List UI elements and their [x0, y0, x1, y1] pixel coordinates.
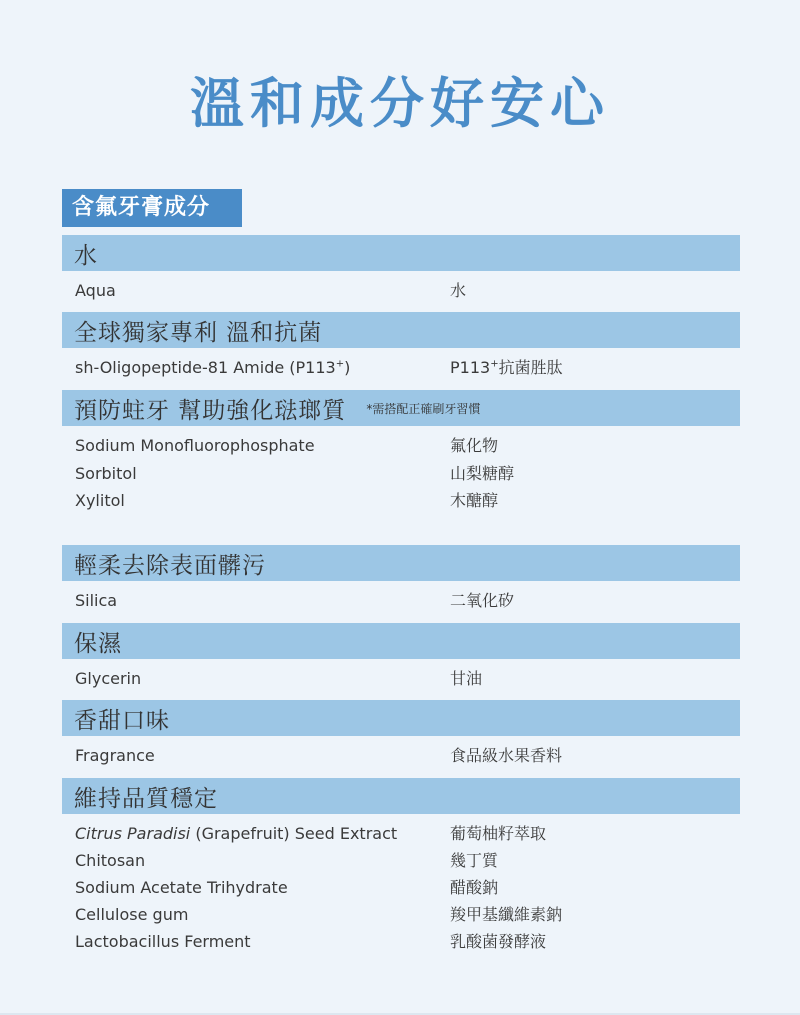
- category-band-cleaning: [62, 545, 740, 581]
- ingredient-en: Glycerin: [75, 669, 142, 688]
- ingredient-en: Fragrance: [75, 746, 155, 765]
- ingredient-row: [75, 462, 740, 486]
- ingredient-en: Aqua: [75, 281, 116, 300]
- ingredient-en: Sodium Monofluorophosphate: [75, 436, 315, 455]
- ingredient-zh: 乳酸菌發酵液: [450, 932, 547, 951]
- ingredient-row: [75, 903, 740, 927]
- section-tag: 含氟牙膏成分: [62, 189, 242, 227]
- category-band-stability: [62, 778, 740, 814]
- category-band-flavor: [62, 700, 740, 736]
- category-band-water: [62, 235, 740, 271]
- ingredient-zh: 幾丁質: [450, 851, 499, 870]
- ingredient-en: Silica: [75, 591, 118, 610]
- superscript: +: [490, 358, 499, 370]
- ingredient-row: [75, 876, 740, 900]
- ingredient-en-text: ): [344, 358, 351, 377]
- ingredient-row: [75, 667, 740, 691]
- category-title: 維持品質穩定: [74, 785, 218, 812]
- ingredient-row: [75, 356, 740, 380]
- ingredient-en-text: sh-Oligopeptide-81 Amide (P113: [75, 358, 336, 377]
- category-band-caries: [62, 390, 740, 426]
- ingredient-row: [75, 434, 740, 458]
- ingredient-zh: [450, 356, 563, 380]
- ingredient-en: Chitosan: [75, 851, 146, 870]
- category-title: 保濕: [74, 630, 122, 657]
- category-title: 預防蛀牙 幫助強化琺瑯質: [74, 397, 347, 424]
- category-title: 水: [74, 242, 98, 269]
- ingredient-zh-text: P113: [450, 358, 491, 377]
- ingredient-zh: 水: [450, 281, 467, 300]
- ingredient-row: [75, 279, 740, 303]
- ingredient-row: [75, 589, 740, 613]
- ingredient-zh: 葡萄柚籽萃取: [450, 824, 547, 843]
- ingredient-en-italic: Citrus Paradisi: [75, 824, 191, 843]
- ingredient-en: Lactobacillus Ferment: [75, 932, 251, 951]
- ingredient-zh: 山梨糖醇: [450, 464, 515, 483]
- ingredient-zh: 甘油: [450, 669, 483, 688]
- category-band-moisture: [62, 623, 740, 659]
- ingredient-row: [75, 744, 740, 768]
- ingredient-zh: 羧甲基纖維素鈉: [450, 905, 563, 924]
- ingredient-zh: 醋酸鈉: [450, 878, 499, 897]
- ingredient-en: Sorbitol: [75, 464, 137, 483]
- ingredient-zh: 氟化物: [450, 436, 499, 455]
- ingredient-row: [75, 489, 740, 513]
- ingredient-zh: 木醣醇: [450, 491, 499, 510]
- ingredient-zh: 二氧化矽: [450, 591, 515, 610]
- ingredient-row: [75, 822, 740, 846]
- category-title: 輕柔去除表面髒污: [74, 552, 266, 579]
- category-title: 香甜口味: [74, 707, 170, 734]
- superscript: +: [335, 358, 345, 370]
- category-note: *需搭配正確刷牙習慣: [366, 401, 481, 416]
- ingredient-en: Cellulose gum: [75, 905, 189, 924]
- ingredient-en: [75, 356, 350, 380]
- ingredient-zh: 食品級水果香料: [450, 746, 563, 765]
- ingredient-en: Xylitol: [75, 491, 125, 510]
- ingredient-en: [75, 822, 397, 846]
- ingredient-en-text: (Grapefruit) Seed Extract: [190, 824, 398, 843]
- category-title: 全球獨家專利 溫和抗菌: [74, 319, 323, 346]
- page-title: 溫和成分好安心: [190, 72, 610, 135]
- category-band-patent: [62, 312, 740, 348]
- ingredient-zh-text: 抗菌胜肽: [498, 358, 563, 377]
- ingredient-row: [75, 849, 740, 873]
- ingredient-row: [75, 930, 740, 954]
- ingredient-en: Sodium Acetate Trihydrate: [75, 878, 288, 897]
